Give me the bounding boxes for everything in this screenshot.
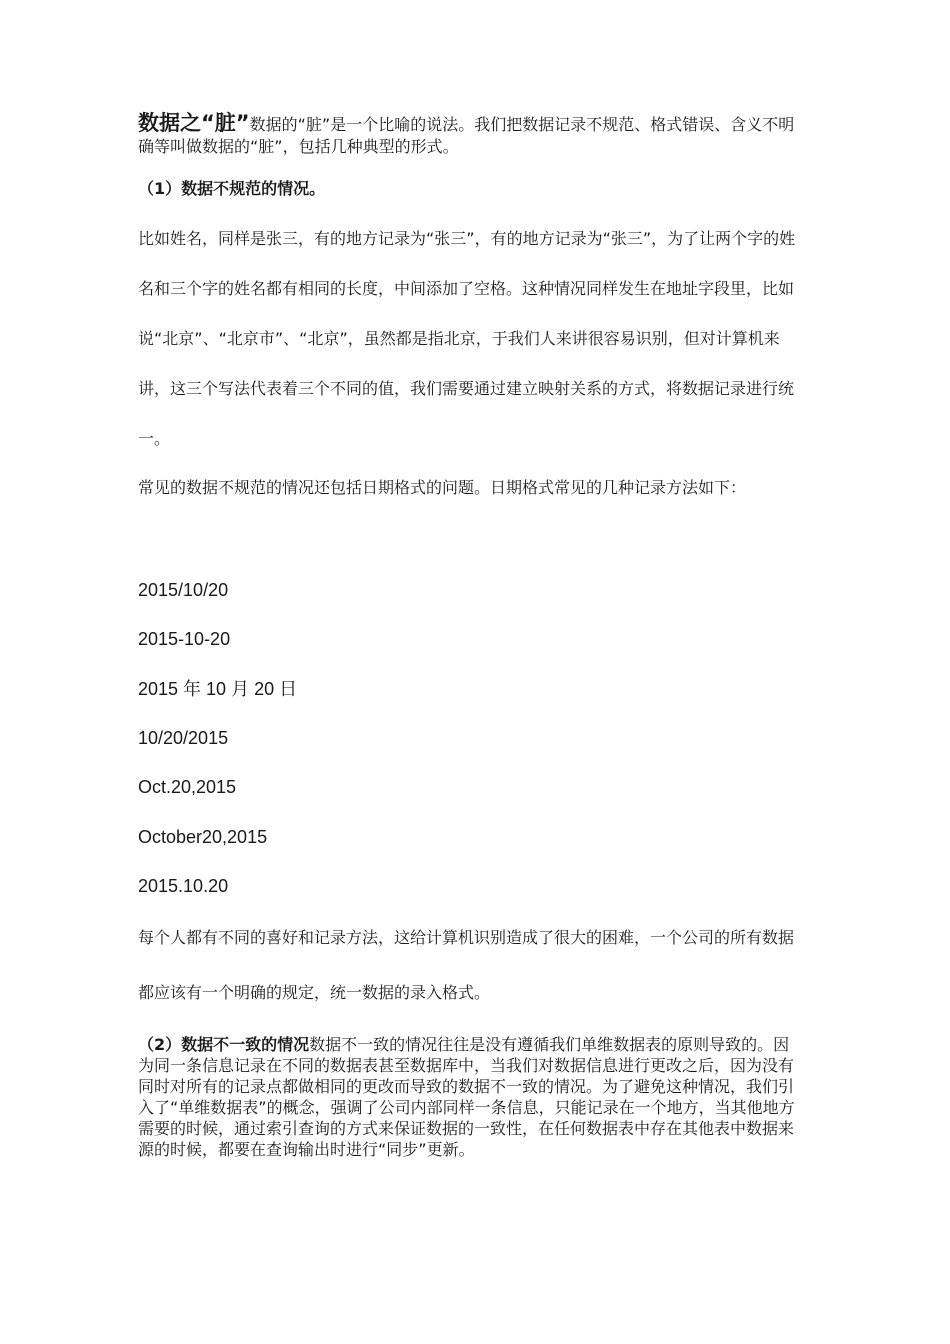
date-format-item: 10/20/2015 bbox=[138, 728, 229, 748]
date-format-item: 2015/10/20 bbox=[138, 580, 229, 600]
intro-lead-title: 数据之“脏” bbox=[138, 111, 250, 135]
date-format-item: 2015.10.20 bbox=[138, 876, 229, 896]
date-format-item: 2015 年 10 月 20 日 bbox=[138, 679, 298, 699]
intro-paragraph bbox=[138, 112, 798, 158]
intro-text: 数据的“脏”是一个比喻的说法。我们把数据记录不规范、格式错误、含义不明确等叫做数据的“脏”，包括几种典型的形式。 bbox=[138, 115, 795, 156]
section1-heading: （1）数据不规范的情况。 bbox=[138, 179, 326, 198]
date-format-item: Oct.20,2015 bbox=[138, 777, 237, 797]
section1-paragraph-conclusion: 每个人都有不同的喜好和记录方法，这给计算机识别造成了很大的困难，一个公司的所有数据都应该有一个明确的规定，统一数据的录入格式。 bbox=[138, 928, 795, 1002]
section1-paragraph-dates-intro: 常见的数据不规范的情况还包括日期格式的问题。日期格式常见的几种记录方法如下： bbox=[138, 478, 747, 497]
section1-paragraph-names: 比如姓名，同样是张三，有的地方记录为“张三”，有的地方记录为“张三”，为了让两个字的姓名和三个字的姓名都有相同的长度，中间添加了空格。这种情况同样发生在地址字段里，比如说“北京”、“北京市”、“北京”，虽然都是指北京，于我们人来讲很容易识别，但对计算机来讲，这三个写法代表着三个不同的值，我们需要通过建立映射关系的方式，将数据记录进行统一。 bbox=[138, 229, 796, 448]
section2-paragraph bbox=[138, 1034, 798, 1160]
date-format-item: October20,2015 bbox=[138, 827, 268, 847]
section2-heading: （2）数据不一致的情况 bbox=[138, 1035, 310, 1054]
date-format-item: 2015-10-20 bbox=[138, 629, 231, 649]
section2-text: 数据不一致的情况往往是没有遵循我们单维数据表的原则导致的。因为同一条信息记录在不同的数据表甚至数据库中，当我们对数据信息进行更改之后，因为没有同时对所有的记录点都做相同的更改而导致的数据不一致的情况。为了避免这种情况，我们引入了“单维数据表”的概念，强调了公司内部同样一条信息，只能记录在一个地方，当其他地方需要的时候，通过索引查询的方式来保证数据的一致性，在任何数据表中存在其他表中数据来源的时候，都要在查询输出时进行“同步”更新。 bbox=[138, 1035, 795, 1159]
